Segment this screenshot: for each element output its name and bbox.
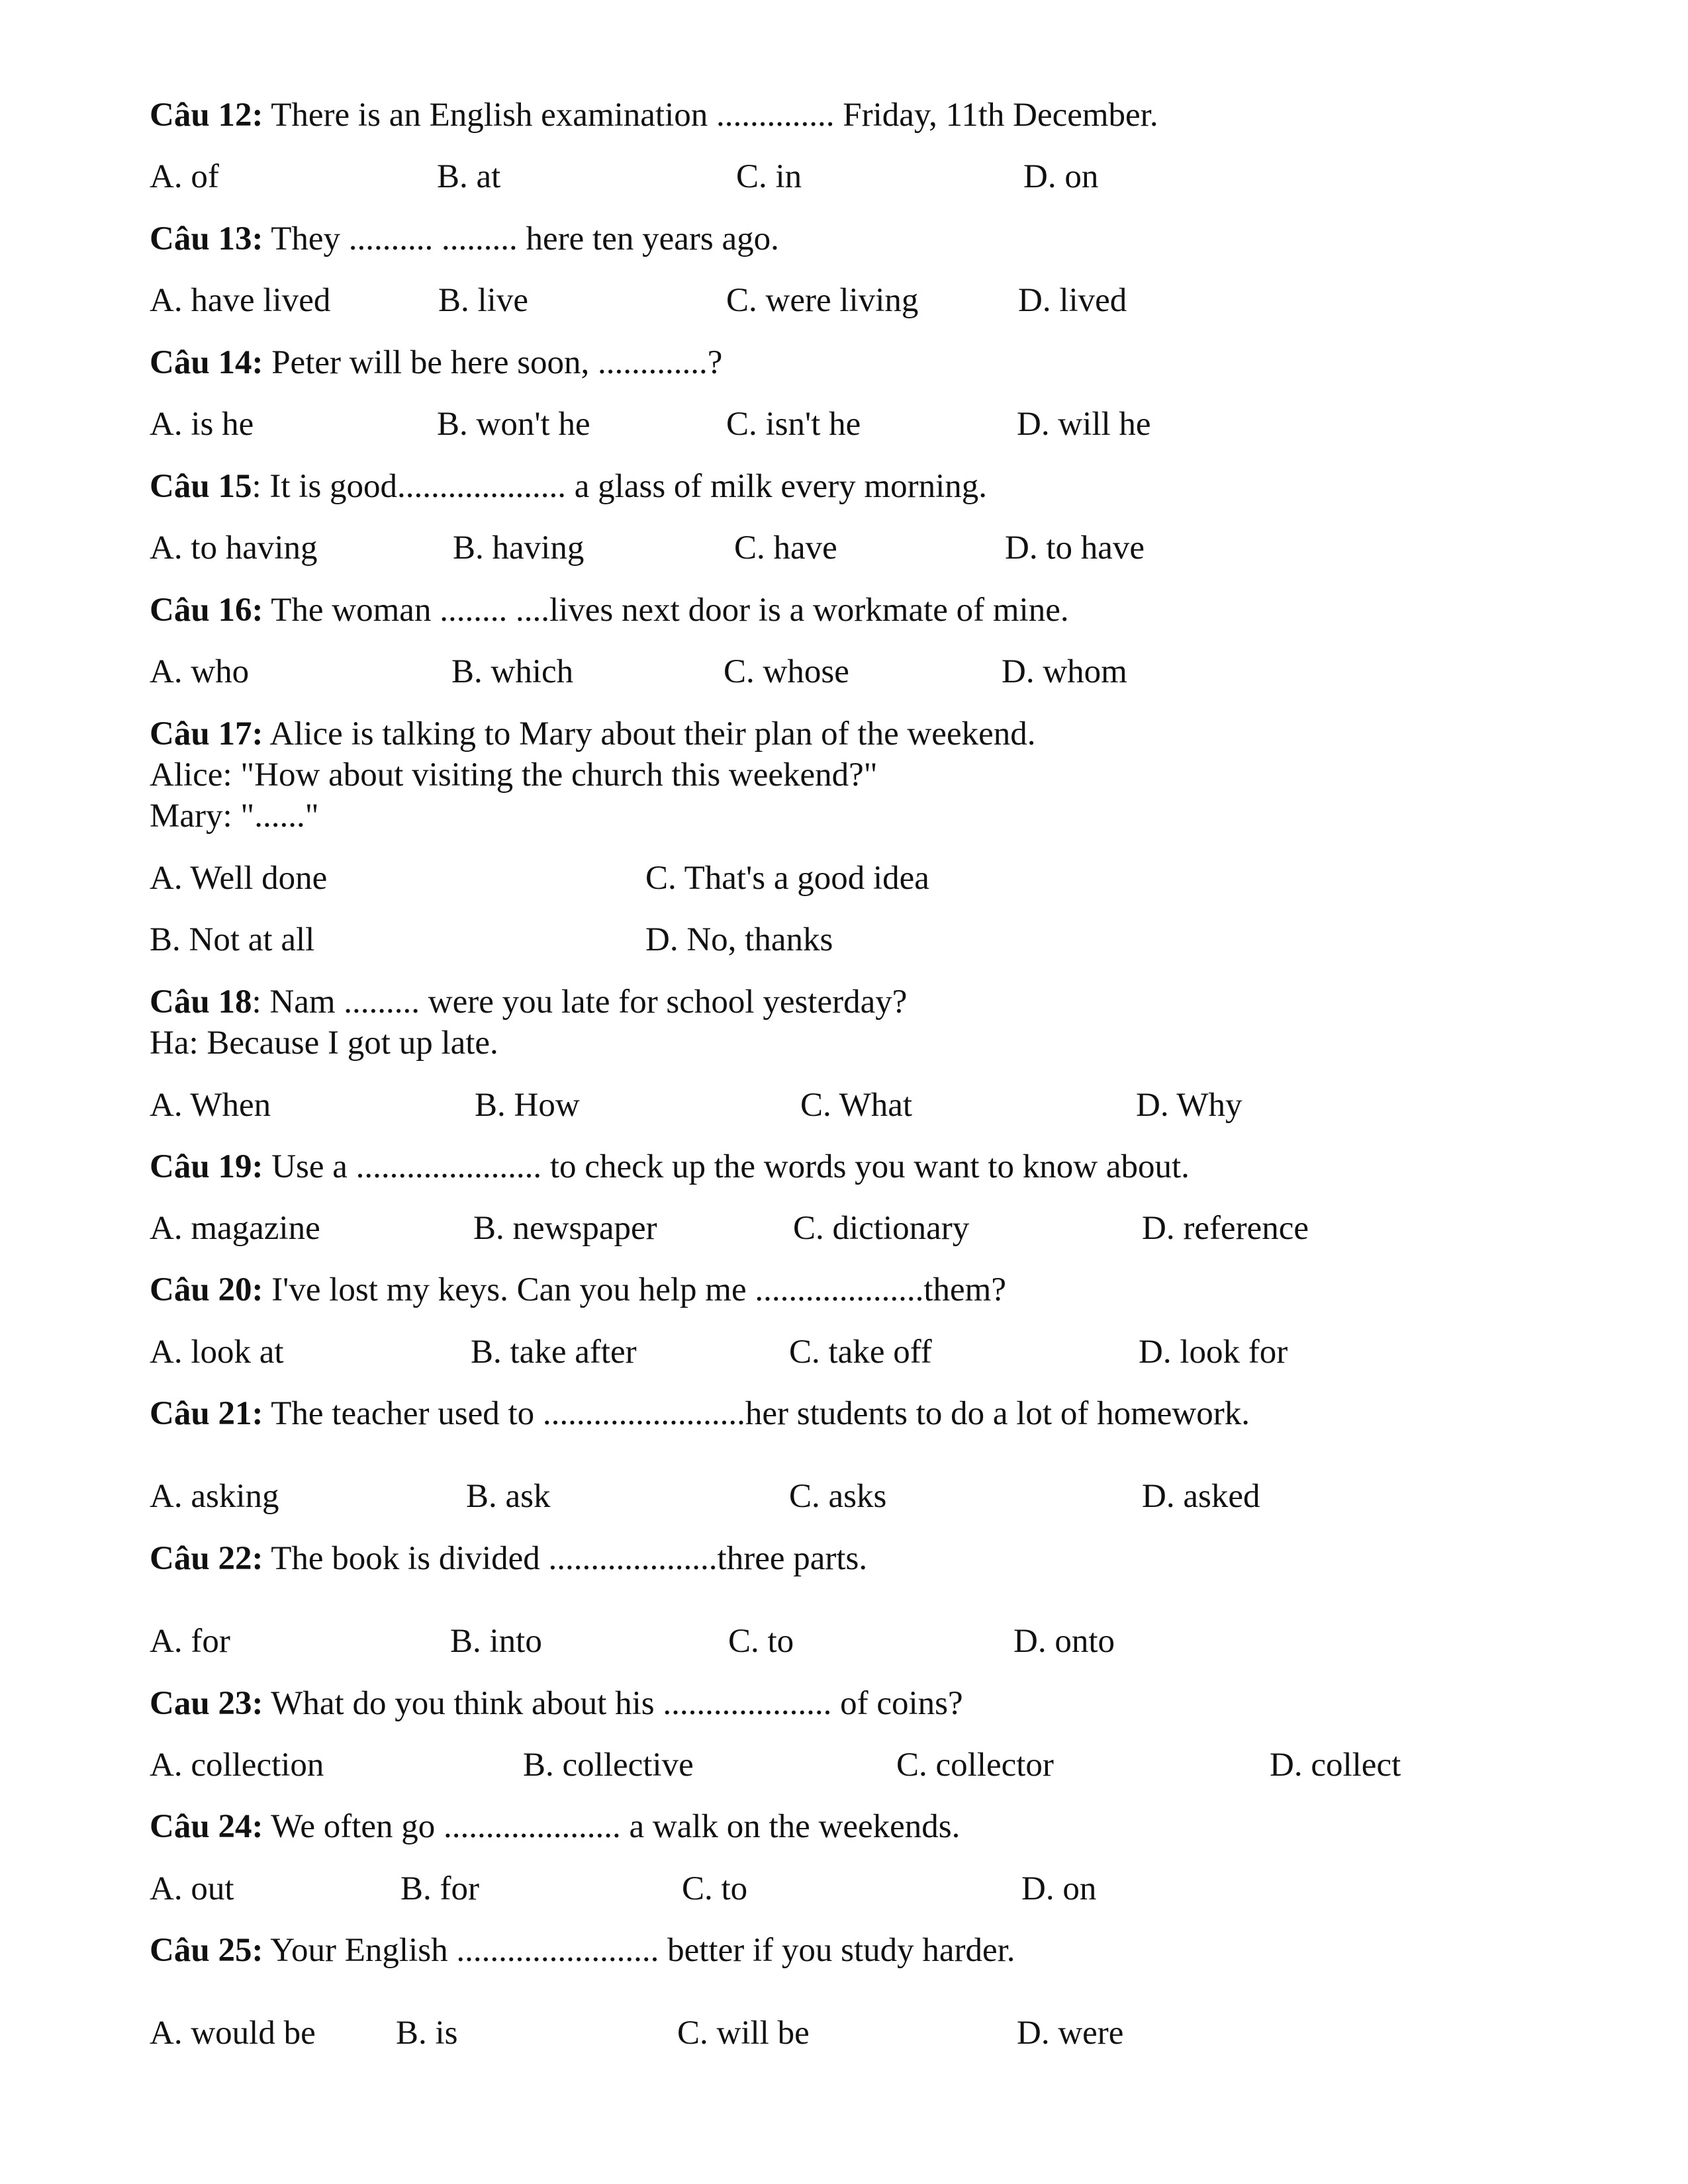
option-a: A. is he: [150, 406, 254, 443]
option-d: D. to have: [1005, 529, 1145, 567]
option-c: C. whose: [724, 653, 849, 690]
question-number: Câu 25:: [150, 1932, 263, 1969]
question-17: [150, 713, 1035, 754]
question-number-suffix: :: [252, 983, 261, 1021]
option-b: B. Not at all: [150, 921, 315, 958]
question-text: Peter will be here soon, .............?: [263, 344, 723, 381]
question-text: There is an English examination .............. Friday, 11th December.: [263, 97, 1158, 134]
option-a: A. asking: [150, 1478, 279, 1515]
option-b: B. is: [396, 2015, 458, 2052]
question-20: [150, 1269, 1006, 1310]
question-number: Câu 16:: [150, 592, 263, 629]
option-b: B. at: [437, 158, 501, 195]
option-d: D. No, thanks: [645, 921, 833, 958]
option-b: B. How: [475, 1087, 580, 1124]
question-number: Câu 12:: [150, 97, 263, 134]
option-a: A. When: [150, 1087, 271, 1124]
option-d: D. were: [1017, 2015, 1124, 2052]
option-c: C. What: [800, 1087, 913, 1124]
dialogue-line: Mary: "......": [150, 797, 319, 835]
option-c: C. take off: [789, 1334, 932, 1371]
question-number: Câu 17:: [150, 715, 263, 752]
question-text: Alice is talking to Mary about their plan of the weekend.: [263, 715, 1036, 752]
question-text: The teacher used to ........................her students to do a lot of homework.: [263, 1395, 1250, 1432]
option-c: C. to: [728, 1623, 794, 1660]
option-d: D. onto: [1013, 1623, 1115, 1660]
option-d: D. will he: [1017, 406, 1151, 443]
option-a: A. Well done: [150, 860, 328, 897]
question-number: Câu 19:: [150, 1148, 263, 1185]
option-b: B. for: [400, 1870, 479, 1907]
question-16: [150, 590, 1069, 631]
question-24: [150, 1806, 960, 1847]
question-number: Cau 23:: [150, 1685, 263, 1722]
option-b: B. newspaper: [473, 1210, 657, 1247]
option-d: D. reference: [1142, 1210, 1309, 1247]
option-d: D. on: [1021, 1870, 1097, 1907]
question-22: [150, 1538, 867, 1579]
option-a: A. collection: [150, 1747, 324, 1784]
option-b: B. won't he: [437, 406, 590, 443]
question-number: Câu 22:: [150, 1540, 263, 1577]
question-number-suffix: :: [252, 468, 261, 505]
question-text: It is good.................... a glass of milk every morning.: [261, 468, 988, 505]
option-a: A. of: [150, 158, 219, 195]
option-a: A. for: [150, 1623, 230, 1660]
question-text: Nam ......... were you late for school yesterday?: [261, 983, 908, 1021]
question-number: Câu 24:: [150, 1808, 263, 1845]
option-a: A. magazine: [150, 1210, 320, 1247]
question-19: [150, 1146, 1190, 1187]
option-b: B. live: [438, 282, 528, 319]
question-text: The book is divided ....................three parts.: [263, 1540, 868, 1577]
option-c: C. in: [736, 158, 802, 195]
option-c: C. That's a good idea: [645, 860, 929, 897]
option-b: B. into: [450, 1623, 542, 1660]
question-number: Câu 14:: [150, 344, 263, 381]
option-c: C. to: [682, 1870, 748, 1907]
option-c: C. asks: [789, 1478, 887, 1515]
option-a: A. to having: [150, 529, 318, 567]
question-text: They .......... ......... here ten years ago.: [263, 220, 779, 257]
question-number: Câu 15: [150, 468, 252, 505]
option-d: D. look for: [1139, 1334, 1288, 1371]
question-number: Câu 13:: [150, 220, 263, 257]
option-a: A. have lived: [150, 282, 331, 319]
question-21: [150, 1393, 1250, 1434]
option-a: A. who: [150, 653, 250, 690]
question-text: What do you think about his .................... of coins?: [263, 1685, 963, 1722]
question-13: [150, 218, 779, 259]
option-d: D. lived: [1018, 282, 1127, 319]
question-text: The woman ........ ....lives next door is a workmate of mine.: [263, 592, 1069, 629]
option-d: D. collect: [1270, 1747, 1401, 1784]
question-text: I've lost my keys. Can you help me ....................them?: [263, 1271, 1006, 1308]
question-number: Câu 21:: [150, 1395, 263, 1432]
question-18: [150, 981, 907, 1023]
option-a: A. out: [150, 1870, 234, 1907]
option-c: C. isn't he: [726, 406, 861, 443]
option-c: C. were living: [726, 282, 919, 319]
option-b: B. take after: [471, 1334, 637, 1371]
option-b: B. collective: [523, 1747, 694, 1784]
option-b: B. ask: [466, 1478, 551, 1515]
option-b: B. having: [453, 529, 585, 567]
question-25: [150, 1930, 1015, 1971]
option-a: A. would be: [150, 2015, 316, 2052]
question-text: Use a ...................... to check up the words you want to know about.: [263, 1148, 1190, 1185]
option-c: C. have: [734, 529, 837, 567]
option-d: D. whom: [1002, 653, 1127, 690]
option-a: A. look at: [150, 1334, 284, 1371]
question-14: [150, 342, 722, 383]
option-c: C. collector: [896, 1747, 1054, 1784]
question-12: [150, 95, 1158, 136]
option-d: D. Why: [1136, 1087, 1243, 1124]
option-c: C. dictionary: [793, 1210, 970, 1247]
dialogue-line: Alice: "How about visiting the church this weekend?": [150, 756, 878, 794]
question-number: Câu 20:: [150, 1271, 263, 1308]
question-text: We often go ..................... a walk on the weekends.: [263, 1808, 961, 1845]
option-b: B. which: [451, 653, 574, 690]
question-number: Câu 18: [150, 983, 252, 1021]
question-23: [150, 1683, 963, 1724]
option-c: C. will be: [677, 2015, 810, 2052]
option-d: D. asked: [1142, 1478, 1260, 1515]
question-15: [150, 466, 987, 507]
option-d: D. on: [1023, 158, 1099, 195]
dialogue-line: Ha: Because I got up late.: [150, 1024, 498, 1062]
question-text: Your English ........................ better if you study harder.: [263, 1932, 1015, 1969]
